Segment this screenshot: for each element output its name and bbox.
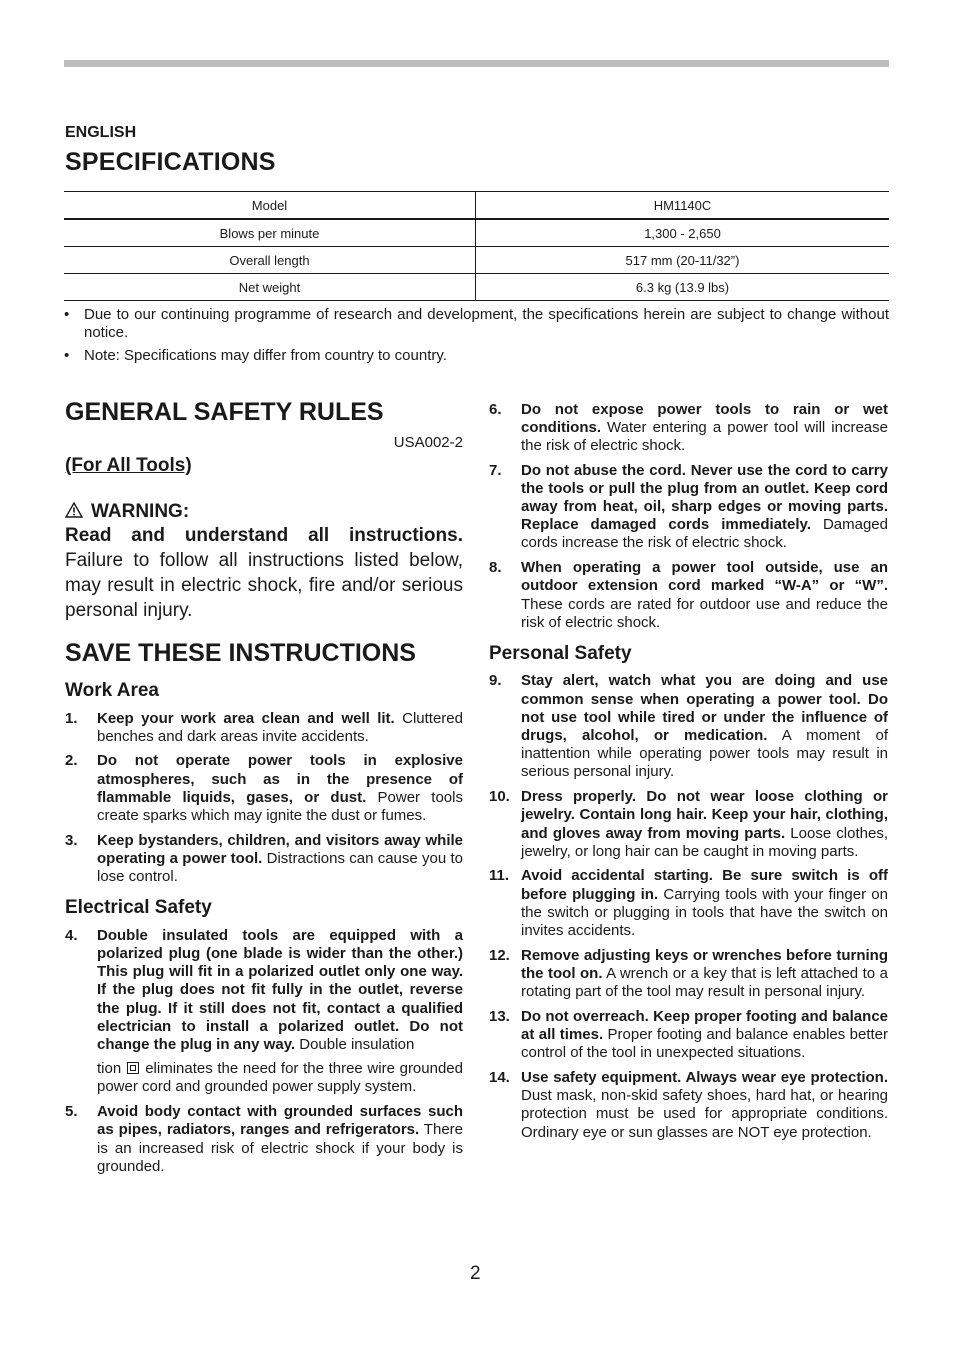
left-column: [65, 396, 463, 1176]
item-number: 4.: [65, 926, 78, 944]
warning-triangle-icon: [65, 502, 83, 523]
item-number: 10.: [489, 788, 510, 806]
list-item: [65, 752, 463, 825]
right-column: [489, 400, 888, 1142]
item-text: Water entering a power tool will increase the risk of electric shock.: [521, 418, 888, 454]
item-text: Damaged cords increase the risk of electric shock.: [521, 516, 888, 552]
item-text: Power tools create sparks which may ignite the dust or fumes.: [97, 788, 463, 825]
item-number: 7.: [489, 461, 502, 479]
warning-text: [65, 523, 463, 623]
document-code: USA002-2: [393, 434, 463, 451]
item-text: These cords are rated for outdoor use and reduce the risk of electric shock.: [521, 595, 888, 631]
section-title: GENERAL SAFETY RULES: [65, 398, 384, 426]
item-number: 11.: [489, 867, 510, 885]
list-item: [489, 947, 888, 1002]
page-title: SPECIFICATIONS: [65, 148, 276, 176]
item-number: 1.: [65, 709, 78, 727]
page-number: 2: [470, 1263, 481, 1284]
item-number: 6.: [489, 400, 502, 418]
spec-value: 1,300 - 2,650: [476, 219, 890, 247]
spec-label: Model: [64, 192, 476, 220]
warning-bold: Read and understand all instructions.: [65, 525, 463, 546]
warning-label: WARNING:: [91, 501, 190, 522]
item-bold: Do not expose power tools to rain or wet conditions.: [521, 400, 888, 436]
item-bold: When operating a power tool outside, use an outdoor extension cord marked “W-A” or “W”.: [521, 559, 888, 595]
item-bold: Do not operate power tools in explosive atmospheres, such as in the presence of flammable liquids, gases, or dust.: [97, 752, 463, 806]
spec-value: 6.3 kg (13.9 lbs): [476, 274, 890, 301]
table-row: [64, 192, 889, 220]
item-text: Double insulation: [295, 1036, 415, 1054]
list-item: [489, 559, 888, 632]
item-number: 8.: [489, 559, 502, 577]
list-item: [489, 1069, 888, 1142]
list-item: [65, 832, 463, 887]
list-item: [489, 788, 888, 861]
item-text: Carrying tools with your finger on the switch or plugging in tools that have the switch on invites accidents.: [521, 885, 888, 940]
table-row: [64, 247, 889, 274]
list-item: [65, 710, 463, 746]
table-row: [64, 219, 889, 247]
spec-notes: [64, 306, 889, 370]
rules-list: [489, 401, 888, 632]
item-text: Distractions can cause you to lose control.: [97, 849, 463, 886]
list-item: • Note: Specifications may differ from country to country.: [64, 347, 889, 365]
item-text: Cluttered benches and dark areas invite accidents.: [97, 709, 463, 745]
item-bold: Use safety equipment. Always wear eye protection.: [521, 1069, 888, 1086]
subheading-personal-safety: Personal Safety: [489, 642, 632, 664]
item-text: Proper footing and balance enables better control of the tool in unexpected situations.: [521, 1026, 888, 1062]
item-bold: Dress properly. Do not wear loose clothing or jewelry. Contain long hair. Keep your hair, clothing, and gloves away from moving parts.: [521, 788, 888, 842]
item-number: 2.: [65, 752, 78, 770]
language-label: ENGLISH: [65, 124, 137, 141]
item-text: A wrench or a key that is left attached to a rotating part of the tool may result in personal injury.: [521, 964, 888, 1001]
list-item: [489, 672, 888, 781]
spec-label: Overall length: [64, 247, 476, 274]
list-item: [65, 1103, 463, 1176]
list-item: [65, 927, 463, 1054]
rules-list: [65, 710, 463, 887]
spec-label: Net weight: [64, 274, 476, 301]
item-text: eliminates the need for the three wire grounded power cord and grounded power supply system.: [97, 1060, 463, 1096]
warning-heading: [65, 501, 463, 523]
item-number: 13.: [489, 1007, 510, 1025]
item-bold: Keep your work area clean and well lit.: [97, 709, 395, 727]
item-bold: Avoid accidental starting. Be sure switch is off before plugging in.: [521, 867, 888, 903]
subheading-electrical-safety: Electrical Safety: [65, 897, 212, 919]
rules-list: [65, 1103, 463, 1176]
item-bold: Do not overreach. Keep proper footing and balance at all times.: [521, 1007, 888, 1044]
subtitle: (For All Tools): [65, 455, 192, 476]
specifications-table: [64, 191, 889, 301]
item-bold: Keep bystanders, children, and visitors away while operating a power tool.: [97, 831, 463, 867]
rules-list: [65, 927, 463, 1054]
item-number: 3.: [65, 831, 78, 849]
table-row: [64, 274, 889, 301]
spec-label: Blows per minute: [64, 219, 476, 247]
list-item: [489, 401, 888, 456]
item-bold: Do not abuse the cord. Never use the cord to carry the tools or pull the plug from an outlet. Keep cord away from heat, oil, sharp edges or moving parts. Replace damaged cords immediately.: [521, 461, 888, 534]
warning-body: Failure to follow all instructions listed below, may result in electric shock, fire and/or serious personal injury.: [65, 550, 463, 621]
list-item: [489, 867, 888, 940]
item-bold: Double insulated tools are equipped with a polarized plug (one blade is wider than the other.) This plug will fit in a polarized outlet only one way. If the plug does not fit fully in the outlet, reverse the plug. If it still does not fit, contact a qualified electrician to install a polarized outlet. Do not change the plug in any way.: [97, 926, 463, 1054]
item-text: Loose clothes, jewelry, or long hair can be caught in moving parts.: [521, 824, 888, 860]
item-number: 9.: [489, 672, 502, 690]
double-insulation-icon: [127, 1062, 139, 1074]
item-bold: Remove adjusting keys or wrenches before turning the tool on.: [521, 946, 888, 982]
list-item: • Due to our continuing programme of research and development, the specifications herein are subject to change without notice.: [64, 306, 889, 342]
section-title-save: SAVE THESE INSTRUCTIONS: [65, 639, 416, 667]
list-item: [489, 462, 888, 553]
list-item: [489, 1008, 888, 1063]
item-text: A moment of inattention while operating power tools may result in serious personal injury.: [521, 727, 888, 781]
rules-list: [489, 672, 888, 1141]
top-rule: [64, 60, 889, 67]
item-number: 12.: [489, 946, 510, 964]
item-number: 5.: [65, 1103, 78, 1121]
item-number: 14.: [489, 1069, 510, 1086]
item-bold: Stay alert, watch what you are doing and use common sense when operating a power tool. Do not use tool while tired or under the influence of drugs, alcohol, or medication.: [521, 672, 888, 745]
item-text: There is an increased risk of electric shock if your body is grounded.: [97, 1121, 463, 1175]
subheading-work-area: Work Area: [65, 680, 159, 701]
item-bold: Avoid body contact with grounded surfaces such as pipes, radiators, ranges and refrigerators.: [97, 1103, 463, 1139]
item-text: Dust mask, non-skid safety shoes, hard hat, or hearing protection must be used for appropriate conditions. Ordinary eye or sun glasses are NOT eye protection.: [521, 1087, 888, 1141]
spec-value: HM1140C: [476, 192, 890, 220]
item-continuation: tion eliminates the need for the three wire grounded power cord and grounded power supply system.: [97, 1060, 463, 1096]
spec-value: 517 mm (20-11/32”): [476, 247, 890, 274]
